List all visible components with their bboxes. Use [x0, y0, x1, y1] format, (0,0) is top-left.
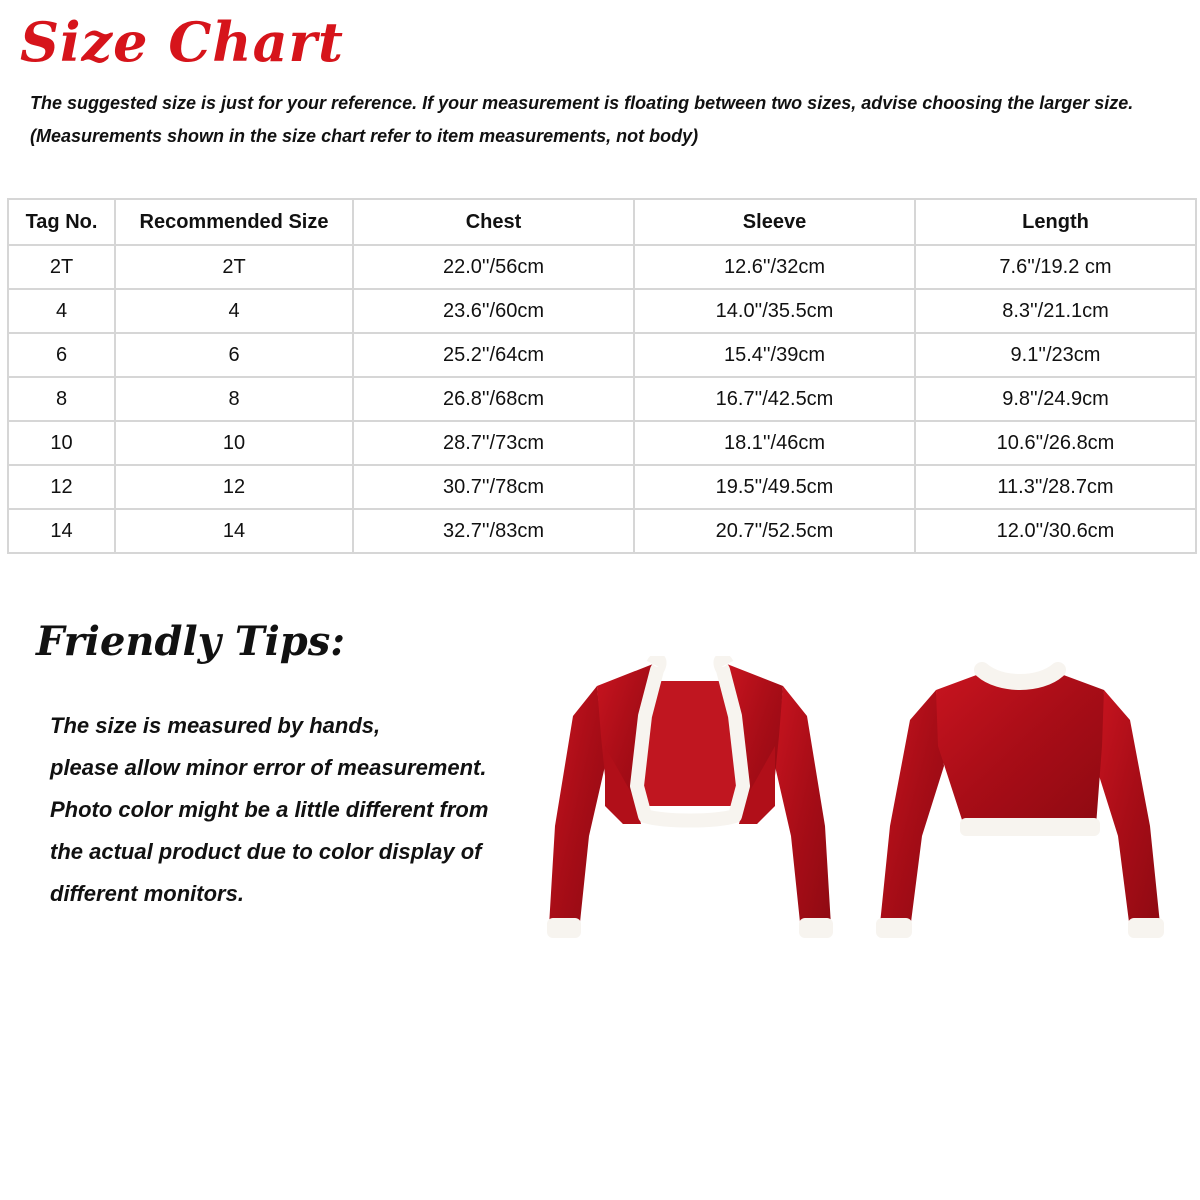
- cell-sleeve: 19.5''/49.5cm: [634, 465, 915, 509]
- header-tag-no: Tag No.: [8, 199, 115, 245]
- cell-length: 7.6''/19.2 cm: [915, 245, 1196, 289]
- header-length: Length: [915, 199, 1196, 245]
- cell-chest: 32.7''/83cm: [353, 509, 634, 553]
- cell-tag: 8: [8, 377, 115, 421]
- page-title: Size Chart: [20, 10, 344, 74]
- size-table: [7, 198, 1197, 554]
- cell-length: 9.1''/23cm: [915, 333, 1196, 377]
- cell-size: 14: [115, 509, 353, 553]
- table-row: [8, 377, 1196, 421]
- table-row: [8, 245, 1196, 289]
- table-row: [8, 465, 1196, 509]
- bolero-back-image: [870, 656, 1170, 956]
- cell-size: 10: [115, 421, 353, 465]
- tips-line: The size is measured by hands,: [50, 713, 381, 738]
- tips-line: please allow minor error of measurement.: [50, 755, 487, 780]
- tips-text: [50, 706, 550, 916]
- cell-tag: 6: [8, 333, 115, 377]
- cell-length: 9.8''/24.9cm: [915, 377, 1196, 421]
- cell-tag: 4: [8, 289, 115, 333]
- cell-sleeve: 20.7''/52.5cm: [634, 509, 915, 553]
- cell-sleeve: 14.0''/35.5cm: [634, 289, 915, 333]
- tips-title: Friendly Tips:: [36, 618, 346, 665]
- cell-size: 4: [115, 289, 353, 333]
- cell-size: 8: [115, 377, 353, 421]
- cell-sleeve: 18.1''/46cm: [634, 421, 915, 465]
- cell-chest: 30.7''/78cm: [353, 465, 634, 509]
- tips-line: the actual product due to color display of: [50, 839, 482, 864]
- cell-size: 6: [115, 333, 353, 377]
- header-recommended-size: Recommended Size: [115, 199, 353, 245]
- cell-length: 11.3''/28.7cm: [915, 465, 1196, 509]
- cell-tag: 14: [8, 509, 115, 553]
- header-chest: Chest: [353, 199, 634, 245]
- cell-chest: 25.2''/64cm: [353, 333, 634, 377]
- cell-chest: 23.6''/60cm: [353, 289, 634, 333]
- table-row: [8, 289, 1196, 333]
- table-row: [8, 509, 1196, 553]
- measurement-note: (Measurements shown in the size chart refer to item measurements, not body): [30, 126, 699, 146]
- cell-chest: 22.0''/56cm: [353, 245, 634, 289]
- table-row: [8, 421, 1196, 465]
- cell-length: 12.0''/30.6cm: [915, 509, 1196, 553]
- cell-length: 8.3''/21.1cm: [915, 289, 1196, 333]
- cell-tag: 10: [8, 421, 115, 465]
- reference-note: The suggested size is just for your reference. If your measurement is floating between two sizes, advise choosing the larger size.: [30, 93, 1134, 113]
- cell-tag: 2T: [8, 245, 115, 289]
- tips-line: Photo color might be a little different from: [50, 797, 489, 822]
- cell-sleeve: 12.6''/32cm: [634, 245, 915, 289]
- cell-tag: 12: [8, 465, 115, 509]
- cell-sleeve: 15.4''/39cm: [634, 333, 915, 377]
- cell-size: 2T: [115, 245, 353, 289]
- cell-size: 12: [115, 465, 353, 509]
- table-row: [8, 333, 1196, 377]
- tips-line: different monitors.: [50, 881, 244, 906]
- header-sleeve: Sleeve: [634, 199, 915, 245]
- bolero-front-image: [545, 656, 845, 956]
- cell-chest: 26.8''/68cm: [353, 377, 634, 421]
- cell-length: 10.6''/26.8cm: [915, 421, 1196, 465]
- cell-sleeve: 16.7''/42.5cm: [634, 377, 915, 421]
- cell-chest: 28.7''/73cm: [353, 421, 634, 465]
- table-header-row: [8, 199, 1196, 245]
